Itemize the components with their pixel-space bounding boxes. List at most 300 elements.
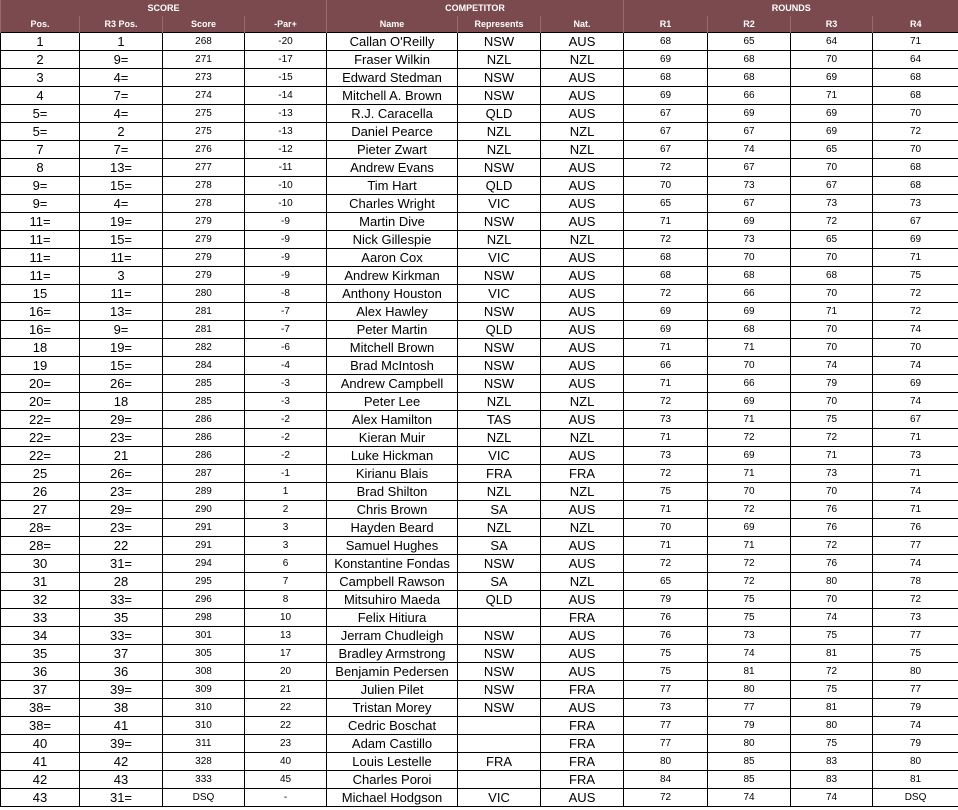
cell-r1: 65 — [624, 573, 708, 591]
cell-par: 20 — [245, 663, 327, 681]
cell-r2: 69 — [708, 303, 791, 321]
cell-r3-pos: 38 — [80, 699, 163, 717]
cell-r1: 66 — [624, 357, 708, 375]
cell-par: -10 — [245, 177, 327, 195]
cell-nat: NZL — [541, 573, 624, 591]
cell-r3: 67 — [791, 177, 873, 195]
cell-par: 13 — [245, 627, 327, 645]
cell-r4: 71 — [873, 429, 958, 447]
table-row — [1, 393, 958, 411]
cell-r1: 71 — [624, 501, 708, 519]
cell-name: Campbell Rawson — [327, 573, 458, 591]
cell-name: Charles Poroi — [327, 771, 458, 789]
cell-r3-pos: 28 — [80, 573, 163, 591]
cell-par: 8 — [245, 591, 327, 609]
cell-r2: 70 — [708, 483, 791, 501]
cell-name: Edward Stedman — [327, 69, 458, 87]
cell-nat: AUS — [541, 159, 624, 177]
cell-r2: 68 — [708, 51, 791, 69]
cell-par: -9 — [245, 249, 327, 267]
cell-name: Peter Lee — [327, 393, 458, 411]
cell-r4: 74 — [873, 483, 958, 501]
cell-r3: 70 — [791, 483, 873, 501]
cell-represents: NSW — [458, 357, 541, 375]
cell-r3-pos: 7= — [80, 141, 163, 159]
cell-r2: 71 — [708, 537, 791, 555]
table-row — [1, 321, 958, 339]
cell-score: 328 — [163, 753, 245, 771]
cell-par: 21 — [245, 681, 327, 699]
cell-name: Julien Pilet — [327, 681, 458, 699]
cell-r4: 80 — [873, 753, 958, 771]
cell-nat: AUS — [541, 321, 624, 339]
col-header-r4: R4 — [873, 16, 958, 33]
cell-par: 3 — [245, 537, 327, 555]
cell-pos: 28= — [1, 537, 80, 555]
col-header-r1: R1 — [624, 16, 708, 33]
cell-r4: 76 — [873, 519, 958, 537]
cell-r1: 69 — [624, 51, 708, 69]
cell-name: Benjamin Pedersen — [327, 663, 458, 681]
cell-pos: 11= — [1, 267, 80, 285]
cell-score: 279 — [163, 231, 245, 249]
cell-r2: 70 — [708, 249, 791, 267]
cell-nat: AUS — [541, 213, 624, 231]
cell-represents: QLD — [458, 177, 541, 195]
cell-nat: AUS — [541, 249, 624, 267]
cell-pos: 35 — [1, 645, 80, 663]
cell-name: Daniel Pearce — [327, 123, 458, 141]
cell-pos: 4 — [1, 87, 80, 105]
cell-nat: AUS — [541, 447, 624, 465]
cell-r1: 72 — [624, 789, 708, 807]
cell-pos: 2 — [1, 51, 80, 69]
cell-represents: SA — [458, 501, 541, 519]
cell-name: Michael Hodgson — [327, 789, 458, 807]
cell-name: Brad Shilton — [327, 483, 458, 501]
cell-r3: 75 — [791, 411, 873, 429]
cell-r3: 71 — [791, 303, 873, 321]
cell-r3-pos: 13= — [80, 303, 163, 321]
cell-name: Adam Castillo — [327, 735, 458, 753]
cell-nat: AUS — [541, 663, 624, 681]
cell-nat: NZL — [541, 141, 624, 159]
table-row — [1, 69, 958, 87]
cell-pos: 5= — [1, 105, 80, 123]
cell-par: - — [245, 789, 327, 807]
cell-r1: 71 — [624, 537, 708, 555]
cell-r3-pos: 31= — [80, 555, 163, 573]
cell-score: 273 — [163, 69, 245, 87]
cell-r3-pos: 2 — [80, 123, 163, 141]
cell-name: Alex Hawley — [327, 303, 458, 321]
cell-score: 279 — [163, 249, 245, 267]
table-row — [1, 231, 958, 249]
cell-r2: 67 — [708, 159, 791, 177]
cell-represents: NSW — [458, 213, 541, 231]
cell-nat: NZL — [541, 483, 624, 501]
cell-r3-pos: 9= — [80, 321, 163, 339]
cell-nat: AUS — [541, 105, 624, 123]
cell-r4: 72 — [873, 303, 958, 321]
cell-name: Mitchell Brown — [327, 339, 458, 357]
cell-name: Chris Brown — [327, 501, 458, 519]
cell-r1: 67 — [624, 105, 708, 123]
cell-r1: 69 — [624, 303, 708, 321]
cell-r4: 69 — [873, 375, 958, 393]
cell-pos: 42 — [1, 771, 80, 789]
cell-r3-pos: 1 — [80, 33, 163, 51]
cell-r1: 71 — [624, 375, 708, 393]
cell-score: 276 — [163, 141, 245, 159]
cell-r4: 69 — [873, 231, 958, 249]
cell-nat: FRA — [541, 465, 624, 483]
cell-nat: AUS — [541, 195, 624, 213]
cell-score: 295 — [163, 573, 245, 591]
cell-r3: 76 — [791, 555, 873, 573]
cell-r2: 68 — [708, 267, 791, 285]
cell-r1: 69 — [624, 321, 708, 339]
cell-nat: AUS — [541, 267, 624, 285]
cell-r3: 70 — [791, 51, 873, 69]
cell-name: Tim Hart — [327, 177, 458, 195]
cell-r3: 76 — [791, 501, 873, 519]
cell-r4: 74 — [873, 357, 958, 375]
cell-r1: 75 — [624, 663, 708, 681]
cell-represents: NSW — [458, 69, 541, 87]
cell-r3: 75 — [791, 681, 873, 699]
cell-name: Nick Gillespie — [327, 231, 458, 249]
cell-r1: 72 — [624, 285, 708, 303]
cell-r3-pos: 11= — [80, 249, 163, 267]
cell-r3: 69 — [791, 69, 873, 87]
cell-represents: NSW — [458, 303, 541, 321]
cell-r4: 64 — [873, 51, 958, 69]
cell-r1: 72 — [624, 231, 708, 249]
cell-pos: 41 — [1, 753, 80, 771]
cell-r4: 74 — [873, 717, 958, 735]
cell-nat: AUS — [541, 537, 624, 555]
cell-r3-pos: 4= — [80, 105, 163, 123]
cell-score: 291 — [163, 537, 245, 555]
cell-r3-pos: 39= — [80, 735, 163, 753]
cell-r3: 72 — [791, 663, 873, 681]
cell-r3-pos: 26= — [80, 375, 163, 393]
cell-name: Pieter Zwart — [327, 141, 458, 159]
cell-nat: AUS — [541, 699, 624, 717]
cell-nat: NZL — [541, 51, 624, 69]
cell-r4: 79 — [873, 699, 958, 717]
cell-name: Cedric Boschat — [327, 717, 458, 735]
table-row — [1, 447, 958, 465]
cell-represents: NZL — [458, 429, 541, 447]
cell-r3-pos: 3 — [80, 267, 163, 285]
col-header-score: Score — [163, 16, 245, 33]
cell-r2: 73 — [708, 231, 791, 249]
cell-par: 1 — [245, 483, 327, 501]
cell-r3: 83 — [791, 753, 873, 771]
cell-r2: 81 — [708, 663, 791, 681]
cell-r3-pos: 42 — [80, 753, 163, 771]
cell-nat: NZL — [541, 231, 624, 249]
cell-par: -12 — [245, 141, 327, 159]
cell-r4: 71 — [873, 501, 958, 519]
cell-r3: 74 — [791, 357, 873, 375]
cell-r3: 69 — [791, 105, 873, 123]
cell-represents: FRA — [458, 465, 541, 483]
table-row — [1, 429, 958, 447]
cell-r3: 74 — [791, 789, 873, 807]
cell-name: Callan O'Reilly — [327, 33, 458, 51]
table-row — [1, 645, 958, 663]
table-row — [1, 699, 958, 717]
cell-pos: 20= — [1, 393, 80, 411]
cell-pos: 19 — [1, 357, 80, 375]
group-header-row — [1, 0, 958, 16]
cell-r4: 77 — [873, 681, 958, 699]
cell-r3-pos: 41 — [80, 717, 163, 735]
cell-represents: NSW — [458, 663, 541, 681]
cell-score: 271 — [163, 51, 245, 69]
cell-r4: 71 — [873, 33, 958, 51]
cell-represents: NZL — [458, 519, 541, 537]
cell-r1: 67 — [624, 141, 708, 159]
cell-r4: 70 — [873, 339, 958, 357]
table-row — [1, 483, 958, 501]
cell-par: 3 — [245, 519, 327, 537]
cell-par: -9 — [245, 213, 327, 231]
cell-nat: AUS — [541, 87, 624, 105]
cell-score: 289 — [163, 483, 245, 501]
cell-score: 301 — [163, 627, 245, 645]
cell-represents: SA — [458, 537, 541, 555]
cell-r3: 81 — [791, 645, 873, 663]
cell-par: -3 — [245, 375, 327, 393]
cell-represents: QLD — [458, 321, 541, 339]
cell-pos: 16= — [1, 321, 80, 339]
cell-r3: 73 — [791, 465, 873, 483]
cell-r2: 85 — [708, 753, 791, 771]
cell-r3-pos: 7= — [80, 87, 163, 105]
table-row — [1, 339, 958, 357]
cell-par: 23 — [245, 735, 327, 753]
cell-r3-pos: 22 — [80, 537, 163, 555]
cell-score: 308 — [163, 663, 245, 681]
cell-r4: 72 — [873, 123, 958, 141]
cell-r4: 81 — [873, 771, 958, 789]
cell-par: -2 — [245, 411, 327, 429]
cell-name: Andrew Evans — [327, 159, 458, 177]
cell-r2: 73 — [708, 627, 791, 645]
cell-nat: AUS — [541, 69, 624, 87]
cell-name: Kieran Muir — [327, 429, 458, 447]
table-row — [1, 717, 958, 735]
cell-score: 311 — [163, 735, 245, 753]
cell-score: 310 — [163, 717, 245, 735]
cell-nat: FRA — [541, 681, 624, 699]
cell-r3-pos: 19= — [80, 213, 163, 231]
cell-represents: NSW — [458, 375, 541, 393]
cell-r3-pos: 4= — [80, 69, 163, 87]
table-row — [1, 303, 958, 321]
cell-nat: NZL — [541, 123, 624, 141]
table-row — [1, 87, 958, 105]
cell-name: Andrew Kirkman — [327, 267, 458, 285]
cell-represents: SA — [458, 573, 541, 591]
cell-r3: 80 — [791, 717, 873, 735]
cell-par: -7 — [245, 303, 327, 321]
cell-r3: 79 — [791, 375, 873, 393]
cell-r1: 72 — [624, 465, 708, 483]
table-row — [1, 33, 958, 51]
cell-name: Brad McIntosh — [327, 357, 458, 375]
cell-r1: 73 — [624, 447, 708, 465]
cell-par: -2 — [245, 447, 327, 465]
cell-r3: 65 — [791, 141, 873, 159]
cell-r2: 73 — [708, 177, 791, 195]
cell-r4: 67 — [873, 213, 958, 231]
cell-pos: 27 — [1, 501, 80, 519]
table-row — [1, 267, 958, 285]
table-row — [1, 735, 958, 753]
cell-par: -2 — [245, 429, 327, 447]
table-row — [1, 753, 958, 771]
cell-r1: 73 — [624, 699, 708, 717]
cell-r2: 72 — [708, 573, 791, 591]
cell-r2: 72 — [708, 429, 791, 447]
cell-r4: 79 — [873, 735, 958, 753]
cell-represents: NZL — [458, 123, 541, 141]
cell-r1: 77 — [624, 735, 708, 753]
cell-r4: 80 — [873, 663, 958, 681]
cell-r3-pos: 39= — [80, 681, 163, 699]
cell-r3: 70 — [791, 393, 873, 411]
cell-represents: NSW — [458, 627, 541, 645]
cell-r3-pos: 33= — [80, 591, 163, 609]
cell-r4: 70 — [873, 141, 958, 159]
table-row — [1, 519, 958, 537]
cell-r4: 67 — [873, 411, 958, 429]
cell-r4: 71 — [873, 465, 958, 483]
cell-represents: NZL — [458, 483, 541, 501]
cell-r1: 72 — [624, 555, 708, 573]
cell-r2: 69 — [708, 213, 791, 231]
cell-represents: NSW — [458, 339, 541, 357]
cell-r2: 66 — [708, 375, 791, 393]
cell-r1: 69 — [624, 87, 708, 105]
cell-pos: 8 — [1, 159, 80, 177]
cell-name: Alex Hamilton — [327, 411, 458, 429]
cell-r3: 69 — [791, 123, 873, 141]
column-header-row — [1, 16, 958, 33]
cell-r4: 73 — [873, 447, 958, 465]
cell-r3-pos: 11= — [80, 285, 163, 303]
cell-r1: 68 — [624, 33, 708, 51]
cell-r3: 64 — [791, 33, 873, 51]
cell-r1: 75 — [624, 645, 708, 663]
cell-r3-pos: 35 — [80, 609, 163, 627]
cell-r1: 84 — [624, 771, 708, 789]
cell-r2: 68 — [708, 69, 791, 87]
cell-represents: VIC — [458, 789, 541, 807]
cell-r3: 74 — [791, 609, 873, 627]
cell-r2: 72 — [708, 501, 791, 519]
cell-par: 7 — [245, 573, 327, 591]
cell-pos: 30 — [1, 555, 80, 573]
table-row — [1, 555, 958, 573]
cell-pos: 1 — [1, 33, 80, 51]
cell-name: Jerram Chudleigh — [327, 627, 458, 645]
cell-pos: 40 — [1, 735, 80, 753]
cell-r4: 68 — [873, 87, 958, 105]
cell-r2: 71 — [708, 465, 791, 483]
cell-nat: AUS — [541, 789, 624, 807]
cell-name: Anthony Houston — [327, 285, 458, 303]
cell-par: -4 — [245, 357, 327, 375]
cell-r4: DSQ — [873, 789, 958, 807]
cell-par: 10 — [245, 609, 327, 627]
cell-r1: 67 — [624, 123, 708, 141]
cell-nat: AUS — [541, 591, 624, 609]
cell-score: 279 — [163, 267, 245, 285]
cell-score: 280 — [163, 285, 245, 303]
cell-nat: NZL — [541, 429, 624, 447]
cell-score: 291 — [163, 519, 245, 537]
cell-r3-pos: 9= — [80, 51, 163, 69]
cell-r2: 68 — [708, 321, 791, 339]
cell-par: -1 — [245, 465, 327, 483]
cell-represents: TAS — [458, 411, 541, 429]
table-row — [1, 789, 958, 807]
cell-represents: QLD — [458, 591, 541, 609]
cell-score: 285 — [163, 393, 245, 411]
cell-score: 278 — [163, 195, 245, 213]
table-row — [1, 105, 958, 123]
cell-pos: 15 — [1, 285, 80, 303]
cell-r3: 70 — [791, 321, 873, 339]
cell-pos: 9= — [1, 195, 80, 213]
cell-r4: 74 — [873, 393, 958, 411]
cell-r3: 65 — [791, 231, 873, 249]
cell-r1: 76 — [624, 627, 708, 645]
cell-r1: 68 — [624, 267, 708, 285]
cell-score: 285 — [163, 375, 245, 393]
cell-represents: VIC — [458, 195, 541, 213]
table-row — [1, 609, 958, 627]
cell-r3: 73 — [791, 195, 873, 213]
cell-r3-pos: 23= — [80, 519, 163, 537]
cell-nat: AUS — [541, 501, 624, 519]
cell-nat: AUS — [541, 627, 624, 645]
cell-pos: 31 — [1, 573, 80, 591]
cell-r2: 74 — [708, 645, 791, 663]
cell-r3-pos: 36 — [80, 663, 163, 681]
table-row — [1, 573, 958, 591]
cell-score: DSQ — [163, 789, 245, 807]
cell-r1: 72 — [624, 159, 708, 177]
cell-r1: 71 — [624, 213, 708, 231]
col-header-nat: Nat. — [541, 16, 624, 33]
cell-name: Hayden Beard — [327, 519, 458, 537]
cell-pos: 11= — [1, 231, 80, 249]
cell-r3-pos: 15= — [80, 231, 163, 249]
cell-represents: VIC — [458, 249, 541, 267]
cell-nat: AUS — [541, 339, 624, 357]
cell-r4: 74 — [873, 321, 958, 339]
cell-par: -13 — [245, 105, 327, 123]
cell-par: 17 — [245, 645, 327, 663]
group-competitor-header: COMPETITOR — [327, 0, 624, 16]
